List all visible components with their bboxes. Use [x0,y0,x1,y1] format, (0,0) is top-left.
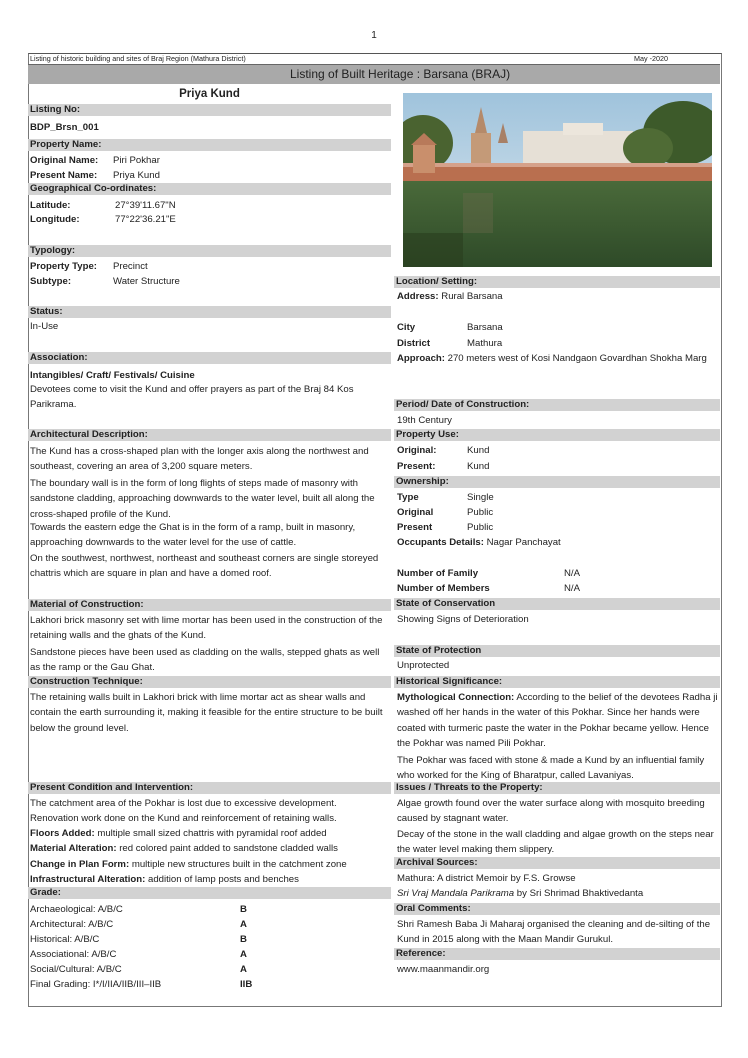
oral-text: Shri Ramesh Baba Ji Maharaj organised the cleaning and de-silting of the Kund in 2015 along with the Maan Mandir Gurukul. [397,919,711,946]
section-ownership: Ownership: [394,476,720,488]
section-arch: Architectural Description: [28,429,391,441]
condition-l4 [30,843,338,855]
grade-row-value: A [240,949,247,960]
occupants-row [397,537,561,549]
section-property-name: Property Name: [28,139,391,151]
section-archival: Archival Sources: [394,857,720,869]
listing-no-value: BDP_Brsn_001 [30,122,99,133]
section-condition: Present Condition and Intervention: [28,782,391,794]
section-material: Material of Construction: [28,599,391,611]
section-technique: Construction Technique: [28,676,391,688]
myth-text [397,690,719,751]
ownership-present-value: Public [467,522,494,533]
district-value: Mathura [467,338,503,349]
arch-p2: The boundary wall is in the form of long flights of steps made of masonry with sandstone cladding, approaching downwards to the water level, built all along the cross-shaped profile of the Kund. [30,478,375,520]
property-type-value: Precinct [113,261,148,272]
use-original-value: Kund [467,445,490,456]
period-value: 19th Century [397,415,452,426]
protection-value: Unprotected [397,660,450,671]
section-protection: State of Protection [394,645,720,657]
page-number: 1 [371,30,377,41]
ownership-type-value: Single [467,492,494,503]
grade-row-key: Historical: A/B/C [30,934,100,945]
material-alteration-value: red colored paint added to sandstone cladded walls [116,843,338,854]
occupants-value: Nagar Panchayat [483,537,561,548]
historical-p2: The Pokhar was faced with stone & made a Kund by an influential family who worked for the King of Bharatpur, called Lavaniyas. [397,755,705,782]
ownership-present-label: Present [397,522,433,533]
present-name-value: Priya Kund [113,170,160,181]
arch-p3: Towards the eastern edge the Ghat is in the form of a ramp, built in masonry, approaching downwards to the water level for the use of cattle. [30,522,356,549]
address-value: Rural Barsana [438,291,503,302]
section-listing-no: Listing No: [28,104,391,116]
latitude-label: Latitude: [30,200,71,211]
district-label: District [397,338,431,349]
property-title: Priya Kund [179,88,240,100]
section-use: Property Use: [394,429,720,441]
section-historical: Historical Significance: [394,676,720,688]
archival-s2 [397,888,643,900]
members-label: Number of Members [397,583,490,594]
conservation-value: Showing Signs of Deterioration [397,614,529,625]
original-name-value: Piri Pokhar [113,155,160,166]
condition-l5 [30,859,347,871]
floors-added-label: Floors Added: [30,828,95,839]
archival-s2-title: Sri Vraj Mandala Parikrama [397,888,515,899]
status-value: In-Use [30,321,59,332]
section-conservation: State of Conservation [394,598,720,610]
material-p2: Sandstone pieces have been used as cladding on the walls, stepped ghats as well as the ramp or the Gau Ghat. [30,647,380,674]
section-issues: Issues / Threats to the Property: [394,782,720,794]
myth-label: Mythological Connection: [397,692,515,703]
grade-row-key: Associational: A/B/C [30,949,117,960]
grade-row-key: Architectural: A/B/C [30,919,114,930]
plan-form-label: Change in Plan Form: [30,859,130,870]
section-typology: Typology: [28,245,391,257]
use-present-label: Present: [397,461,436,472]
latitude-value: 27°39'11.67"N [115,200,176,211]
grade-row-value: IIB [240,979,253,990]
property-type-label: Property Type: [30,261,97,272]
address-row [397,291,503,303]
members-value: N/A [564,583,580,594]
banner-text: Listing of Built Heritage : Barsana (BRAJ) [290,67,511,81]
infra-alteration-value: addition of lamp posts and benches [145,874,299,885]
section-reference: Reference: [394,948,720,960]
grade-row-key: Archaeological: A/B/C [30,904,123,915]
approach-value: 270 meters west of Kosi Nandgaon Govardhan Shokha Marg [444,353,707,364]
arch-p1: The Kund has a cross-shaped plan with the longer axis along the northwest and southeast, covering an area of 3,200 square meters. [30,446,369,473]
subtype-label: Subtype: [30,276,72,287]
myth-value: According to the belief of the devotees Radha ji washed off her hands in the water of this Pokhar. Since her hands were coated with turmeric paste the water in the Pokhar became yellow. Hence the Pokhar was named Pili Pokhar. [397,692,718,749]
condition-l1: The catchment area of the Pokhar is lost due to excessive development. [30,798,337,809]
original-name-label: Original Name: [30,155,99,166]
grade-row-value: B [240,904,247,915]
section-grade: Grade: [28,887,391,899]
grade-row-value: A [240,919,247,930]
section-location: Location/ Setting: [394,276,720,288]
ownership-original-value: Public [467,507,494,518]
condition-l6 [30,874,299,886]
subtype-value: Water Structure [113,276,180,287]
occupants-label: Occupants Details: [397,537,484,548]
longitude-value: 77°22'36.21"E [115,214,176,225]
archival-s1: Mathura: A district Memoir by F.S. Growse [397,873,576,884]
ownership-type-label: Type [397,492,419,503]
section-oral: Oral Comments: [394,903,720,915]
use-original-label: Original: [397,445,437,456]
running-header [28,53,720,65]
section-association: Association: [28,352,391,364]
condition-l2: Renovation work done on the Kund and reinforcement of retaining walls. [30,813,337,824]
issues-p1: Algae growth found over the water surface along with mosquito breeding caused by stagnant water. [397,798,705,825]
approach-label: Approach: [397,353,445,364]
use-present-value: Kund [467,461,490,472]
grade-row-value: B [240,934,247,945]
grade-row-value: A [240,964,247,975]
floors-added-value: multiple small sized chattris with pyramidal roof added [94,828,327,839]
plan-form-value: multiple new structures built in the catchment zone [129,859,347,870]
material-p1: Lakhori brick masonry set with lime mortar has been used in the construction of the retaining walls and the ghats of the Kund. [30,615,383,642]
longitude-label: Longitude: [30,214,80,225]
grade-row-key: Final Grading: I*/I/IIA/IIB/III–IIB [30,979,162,990]
reference-link[interactable]: www.maanmandir.org [397,964,490,975]
grade-row-key: Social/Cultural: A/B/C [30,964,122,975]
arch-p4: On the southwest, northwest, northeast and southeast corners are single storeyed chattris which are square in plan and have a domed roof. [30,553,379,580]
approach-text [397,351,717,366]
association-sub: Intangibles/ Craft/ Festivals/ Cuisine [30,370,195,381]
condition-l3 [30,828,327,840]
section-status: Status: [28,306,391,318]
city-label: City [397,322,416,333]
address-label: Address: [397,291,439,302]
archival-s2-author: by Sri Shrimad Bhaktivedanta [514,888,644,899]
header-date: May -2020 [634,54,668,63]
city-value: Barsana [467,322,503,333]
listing-banner [28,65,720,84]
family-value: N/A [564,568,580,579]
present-name-label: Present Name: [30,170,98,181]
kund-photo [403,93,712,267]
family-label: Number of Family [397,568,479,579]
association-text: Devotees come to visit the Kund and offer prayers as part of the Braj 84 Kos Parikrama. [30,384,354,411]
section-period: Period/ Date of Construction: [394,399,720,411]
material-alteration-label: Material Alteration: [30,843,117,854]
issues-p2: Decay of the stone in the wall cladding and algae growth on the steps near the water level making them slippery. [397,829,714,856]
header-left: Listing of historic building and sites of Braj Region (Mathura District) [30,54,246,63]
section-geo: Geographical Co-ordinates: [28,183,391,195]
technique-text: The retaining walls built in Lakhori brick with lime mortar act as shear walls and contain the earth surrounding it, making it feasible for the entire structure to be built below the ground level. [30,692,383,734]
infra-alteration-label: Infrastructural Alteration: [30,874,146,885]
ownership-original-label: Original [397,507,434,518]
